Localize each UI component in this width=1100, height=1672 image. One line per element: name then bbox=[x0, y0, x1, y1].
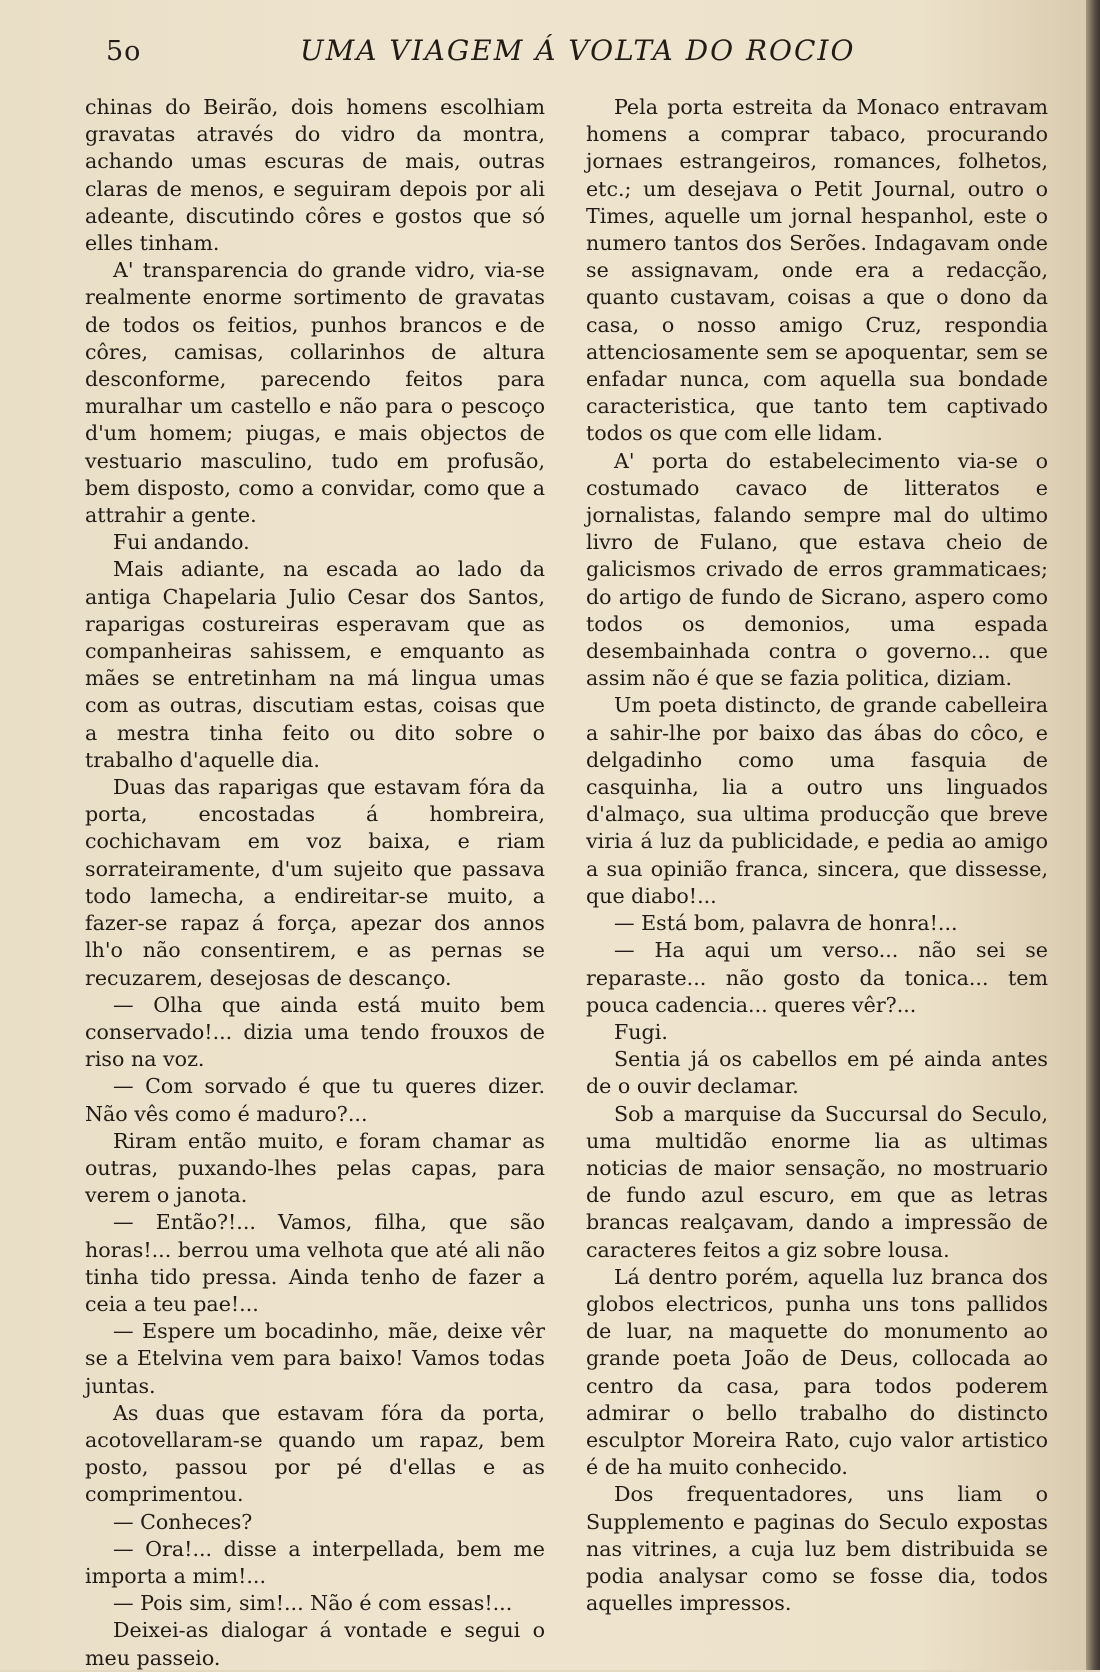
paragraph: Lá dentro porém, aquella luz branca dos globos electricos, punha uns tons pallidos de luar, na maquette do monumento ao grande poeta João de Deus, collocada ao centro da casa, para todos poderem admirar o bello trabalho do distincto esculptor Moreira Rato, cujo valor artistico é de ha muito conhecido. bbox=[586, 1264, 1048, 1480]
paragraph: Pela porta estreita da Monaco entravam homens a comprar tabaco, procurando jornaes estrangeiros, romances, folhetos, etc.; um desejava o Petit Journal, outro o Times, aquelle um jornal hespanhol, este o numero tantos dos Serões. Indagavam onde se assignavam, onde era a redacção, quanto custavam, coisas a que o dono da casa, o nosso amigo Cruz, respondia attenciosamente sem se apoquentar, sem se enfadar nunca, com aquella sua bondade caracteristica, que tanto tem captivado todos os que com elle lidam. bbox=[586, 95, 1048, 446]
paragraph: Dos frequentadores, uns liam o Supplemento e paginas do Seculo expostas nas vitrines, a cuja luz bem distribuida se podia analysar como se fosse dia, todos aquelles impressos. bbox=[586, 1482, 1048, 1616]
dialogue-line: — Pois sim, sim!... Não é com essas!... bbox=[113, 1591, 513, 1616]
dialogue-line: — Olha que ainda está muito bem conservado!... dizia uma tendo frouxos de riso na voz. bbox=[85, 992, 545, 1072]
paragraph: As duas que estavam fóra da porta, acotovellaram-se quando um rapaz, bem posto, passou por pé d'ellas e as comprimentou. bbox=[85, 1400, 545, 1507]
left-column bbox=[85, 94, 545, 1672]
dialogue-line: — Está bom, palavra de honra!... bbox=[614, 911, 958, 936]
paragraph: Deixei-as dialogar á vontade e segui o meu passeio. bbox=[85, 1618, 545, 1670]
paragraph: chinas do Beirão, dois homens escolhiam gravatas através do vidro da montra, achando umas escuras de mais, outras claras de menos, e seguiram depois por ali adeante, discutindo côres e gostos que só elles tinham. bbox=[85, 95, 545, 256]
paragraph: Fugi. bbox=[614, 1019, 668, 1044]
page-header bbox=[0, 34, 1086, 74]
paragraph: Fui andando. bbox=[113, 530, 250, 555]
dialogue-line: — Ha aqui um verso... não sei se reparaste... não gosto da tonica... tem pouca cadencia... queres vêr?... bbox=[586, 938, 1048, 1017]
paragraph: Um poeta distincto, de grande cabelleira a sahir-lhe por baixo das ábas do côco, e delgadinho como uma fasquia de casquinha, lia a outro uns linguados d'almaço, sua ultima producção que breve viria á luz da publicidade, e pedia ao amigo a sua opinião franca, sincera, que dissesse, que diabo!... bbox=[586, 693, 1048, 908]
paragraph: Sob a marquise da Succursal do Seculo, uma multidão enorme lia as ultimas noticias de maior sensação, no mostruario de fundo azul escuro, em que as letras brancas realçavam, dando a impressão de caracteres feitos a giz sobre lousa. bbox=[586, 1101, 1048, 1262]
running-title: UMA VIAGEM Á VOLTA DO ROCIO bbox=[300, 34, 856, 67]
page-edge-shadow bbox=[1086, 0, 1100, 1670]
dialogue-line: — Ora!... disse a interpellada, bem me importa a mim!... bbox=[85, 1536, 545, 1588]
paragraph: Riram então muito, e foram chamar as outras, puxando-lhes pelas capas, para verem o janota. bbox=[85, 1128, 545, 1208]
paragraph: A' transparencia do grande vidro, via-se realmente enorme sortimento de gravatas de todos os feitios, punhos brancos e de côres, camisas, collarinhos de altura desconforme, parecendo feitos para muralhar um castello e não para o pescoço d'um homem; piugas, e mais objectos de vestuario masculino, tudo em profusão, bem disposto, como a convidar, como que a attrahir a gente. bbox=[85, 258, 545, 528]
paragraph: Mais adiante, na escada ao lado da antiga Chapelaria Julio Cesar dos Santos, raparigas costureiras esperavam que as companheiras sahissem, e emquanto as mães se entretinham na má lingua umas com as outras, discutiam estas, coisas que a mestra tinha feito ou dito sobre o trabalho d'aquelle dia. bbox=[85, 557, 545, 772]
dialogue-line: — Então?!... Vamos, filha, que são horas!... berrou uma velhota que até ali não tinha tido pressa. Ainda tenho de fazer a ceia a teu pae!... bbox=[85, 1210, 545, 1316]
dialogue-line: — Com sorvado é que tu queres dizer. Não vês como é maduro?... bbox=[85, 1074, 545, 1126]
dialogue-line: — Espere um bocadinho, mãe, deixe vêr se a Etelvina vem para baixo! Vamos todas juntas. bbox=[85, 1319, 545, 1398]
paragraph: Sentia já os cabellos em pé ainda antes de o ouvir declamar. bbox=[586, 1047, 1048, 1099]
paragraph: A' porta do estabelecimento via-se o costumado cavaco de litteratos e jornalistas, falando sempre mal do ultimo livro de Fulano, que estava cheio de galicismos crivado de erros grammaticaes; do artigo de fundo de Sicrano, aspero como todos os demonios, uma espada desembainhada contra o governo... que assim não é que se fazia politica, diziam. bbox=[586, 448, 1048, 691]
right-column bbox=[586, 94, 1048, 1617]
dialogue-line: — Conheces? bbox=[113, 1509, 253, 1534]
page-number: 5o bbox=[106, 36, 142, 67]
paragraph: Duas das raparigas que estavam fóra da porta, encostadas á hombreira, cochichavam em voz baixa, e riam sorrateiramente, d'um sujeito que passava todo lamecha, a endireitar-se muito, a fazer-se rapaz á força, apezar dos annos lh'o não consentirem, e as pernas se recuzarem, desejosas de descanço. bbox=[85, 775, 545, 990]
